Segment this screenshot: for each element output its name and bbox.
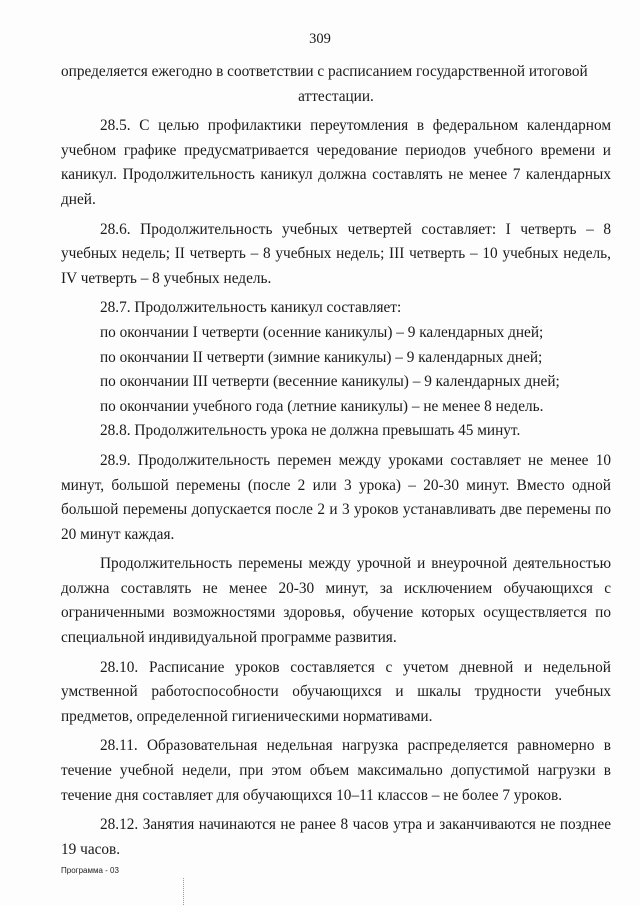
paragraph-28-6: 28.6. Продолжительность учебных четвертей составляет: I четверть – 8 учебных недель; II четверть – 8 учебных недель; III четверть – 10 учебных недель, IV четверть – 8 учебных недель. — [61, 220, 611, 287]
page-number: 309 — [309, 31, 331, 47]
paragraph-28-12: 28.12. Занятия начинаются не ранее 8 часов утра и заканчиваются не позднее 19 часов. — [61, 816, 611, 858]
paragraph-28-5: 28.5. С целью профилактики переутомления в федеральном календарном учебном графике предусматривается чередование периодов учебного времени и каникул. Продолжительность каникул должна составлять не менее 7 календарных дней. — [61, 117, 611, 208]
list-item-vacation-1: по окончании I четверти (осенние каникулы) – 9 календарных дней; — [100, 323, 544, 341]
paragraph-break-duration: Продолжительность перемены между урочной и внеурочной деятельностью должна составлять не менее 20-30 минут, за исключением обучающихся с ограниченными возможностями здоровья, обучение которых осуществляется по специальной индивидуальной программе развития. — [61, 555, 611, 647]
paragraph-continuation: определяется ежегодно в соответствии с расписанием государственной итоговой — [61, 63, 588, 80]
paragraph-28-9: 28.9. Продолжительность перемен между уроками составляет не менее 10 минут, большой перемены (после 2 или 3 урока) – 20-30 минут. Вместо одной большой перемены допускается после 2 и 3 уроков устанавливать две перемены по 20 минут каждая. — [61, 451, 611, 543]
paragraph-28-10: 28.10. Расписание уроков составляется с учетом дневной и недельной умственной работоспособности обучающихся и шкалы трудности учебных предметов, определенной гигиеническими нормативами. — [61, 658, 611, 725]
document-body — [61, 60, 611, 862]
paragraph-28-8: 28.8. Продолжительность урока не должна превышать 45 минут. — [100, 422, 521, 440]
list-item-vacation-3: по окончании III четверти (весенние каникулы) – 9 календарных дней; — [100, 373, 560, 391]
footer-document-code: Программа - 03 — [61, 866, 119, 875]
paragraph-continuation-end: аттестации. — [298, 87, 374, 105]
paragraph-28-7: 28.7. Продолжительность каникул составляет: — [100, 299, 402, 317]
list-item-vacation-4: по окончании учебного года (летние каникулы) – не менее 8 недель. — [100, 397, 544, 415]
list-item-vacation-2: по окончании II четверти (зимние каникулы) – 9 календарных дней; — [100, 348, 543, 366]
paragraph-28-11: 28.11. Образовательная недельная нагрузка распределяется равномерно в течение учебной недели, при этом объем максимально допустимой нагрузки в течение дня составляет для обучающихся 10–11 классов – не более 7 уроков. — [61, 737, 611, 804]
scan-artifact-line — [183, 878, 185, 905]
